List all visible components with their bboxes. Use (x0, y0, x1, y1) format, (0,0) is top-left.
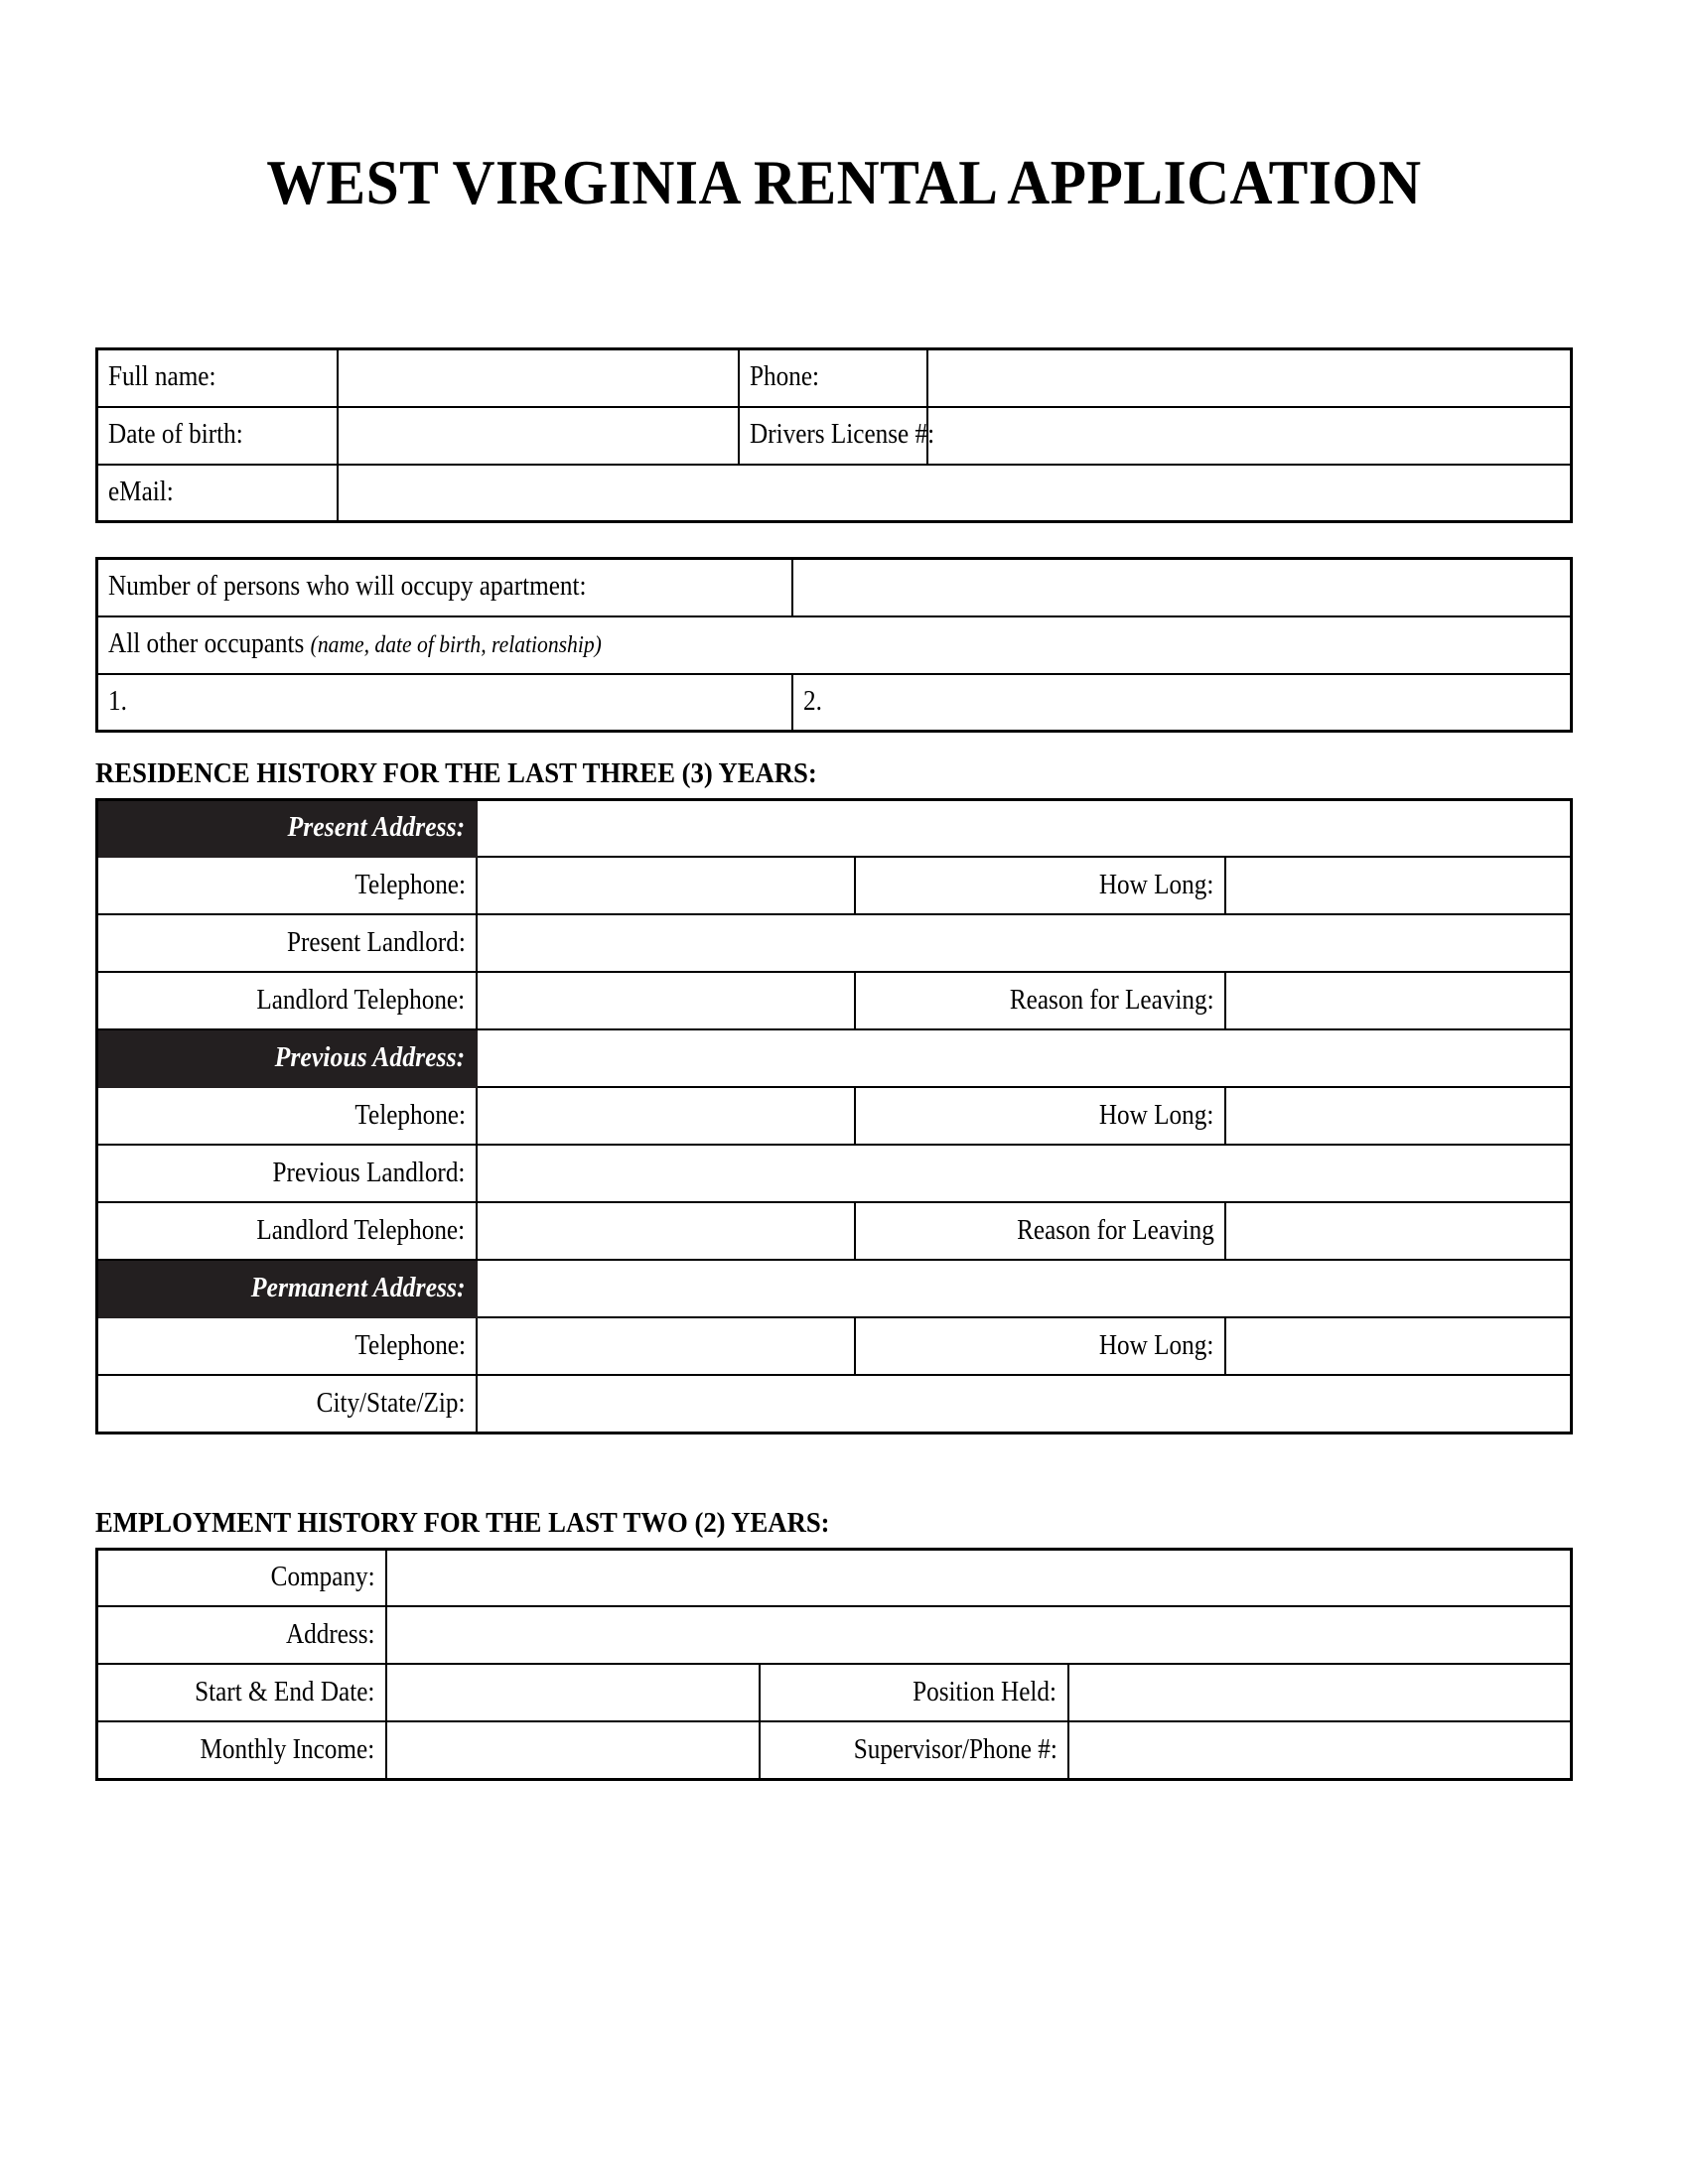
start-end-date-label: Start & End Date: (97, 1664, 386, 1721)
present-landlord-label: Present Landlord: (97, 914, 477, 972)
monthly-income-field[interactable] (386, 1721, 760, 1779)
present-address-bar: Present Address: (97, 799, 477, 857)
start-end-date-field[interactable] (386, 1664, 760, 1721)
email-label: eMail: (97, 465, 338, 522)
permanent-telephone-label: Telephone: (97, 1317, 477, 1375)
residence-history-heading: RESIDENCE HISTORY FOR THE LAST THREE (3) YEARS: (95, 757, 817, 789)
present-landlord-phone-field[interactable] (477, 972, 855, 1029)
previous-telephone-field[interactable] (477, 1087, 855, 1145)
spacer (95, 214, 1593, 347)
phone-field[interactable] (927, 349, 1572, 407)
present-telephone-label: Telephone: (97, 857, 477, 914)
employer-address-label: Address: (97, 1606, 386, 1664)
position-held-field[interactable] (1068, 1664, 1572, 1721)
table-row (97, 616, 1572, 674)
permanent-address-field[interactable] (477, 1260, 1572, 1317)
spacer (95, 790, 1593, 798)
previous-landlord-label: Previous Landlord: (97, 1145, 477, 1202)
company-field[interactable] (386, 1549, 1572, 1606)
table-row (97, 407, 1572, 465)
table-row (97, 1721, 1572, 1779)
present-landlord-phone-label: Landlord Telephone: (97, 972, 477, 1029)
table-row (97, 914, 1572, 972)
previous-how-long-field[interactable] (1225, 1087, 1572, 1145)
previous-landlord-field[interactable] (477, 1145, 1572, 1202)
occupant-1-field[interactable]: 1. (97, 674, 792, 732)
full-name-label: Full name: (97, 349, 338, 407)
permanent-how-long-label: How Long: (855, 1317, 1225, 1375)
permanent-city-state-zip-label: City/State/Zip: (97, 1375, 477, 1433)
position-held-label: Position Held: (760, 1664, 1068, 1721)
occupants-table (95, 557, 1573, 733)
previous-how-long-label: How Long: (855, 1087, 1225, 1145)
table-row (97, 1606, 1572, 1664)
employment-history-table (95, 1548, 1573, 1781)
spacer (95, 523, 1593, 557)
spacer (95, 733, 1593, 758)
table-row (97, 1087, 1572, 1145)
full-name-field[interactable] (338, 349, 739, 407)
table-row (97, 1375, 1572, 1433)
page-title: WEST VIRGINIA RENTAL APPLICATION (266, 147, 1422, 217)
present-how-long-label: How Long: (855, 857, 1225, 914)
permanent-city-state-zip-field[interactable] (477, 1375, 1572, 1433)
other-occupants-label (97, 616, 1572, 674)
date-of-birth-field[interactable] (338, 407, 739, 465)
previous-reason-field[interactable] (1225, 1202, 1572, 1260)
table-row (97, 559, 1572, 616)
drivers-license-field[interactable] (927, 407, 1572, 465)
table-row (97, 465, 1572, 522)
table-row (97, 1549, 1572, 1606)
present-landlord-field[interactable] (477, 914, 1572, 972)
previous-address-bar: Previous Address: (97, 1029, 477, 1087)
table-row (97, 674, 1572, 732)
previous-landlord-phone-field[interactable] (477, 1202, 855, 1260)
employer-address-field[interactable] (386, 1606, 1572, 1664)
table-row (97, 857, 1572, 914)
table-row (97, 799, 1572, 857)
phone-label: Phone: (739, 349, 927, 407)
previous-reason-label: Reason for Leaving (855, 1202, 1225, 1260)
supervisor-phone-label: Supervisor/Phone #: (760, 1721, 1068, 1779)
occupant-2-field[interactable]: 2. (792, 674, 1572, 732)
other-occupants-text: All other occupants (108, 628, 305, 660)
table-row (97, 972, 1572, 1029)
permanent-how-long-field[interactable] (1225, 1317, 1572, 1375)
applicant-info-table (95, 347, 1573, 523)
employment-history-heading: EMPLOYMENT HISTORY FOR THE LAST TWO (2) YEARS: (95, 1506, 830, 1539)
email-field[interactable] (338, 465, 1572, 522)
table-row (97, 1317, 1572, 1375)
table-row (97, 1145, 1572, 1202)
permanent-address-bar: Permanent Address: (97, 1260, 477, 1317)
residence-history-table (95, 798, 1573, 1434)
previous-address-field[interactable] (477, 1029, 1572, 1087)
previous-telephone-label: Telephone: (97, 1087, 477, 1145)
table-row (97, 1664, 1572, 1721)
monthly-income-label: Monthly Income: (97, 1721, 386, 1779)
date-of-birth-label: Date of birth: (97, 407, 338, 465)
present-reason-label: Reason for Leaving: (855, 972, 1225, 1029)
table-row (97, 1202, 1572, 1260)
permanent-telephone-field[interactable] (477, 1317, 855, 1375)
present-reason-field[interactable] (1225, 972, 1572, 1029)
table-row (97, 1260, 1572, 1317)
spacer (95, 1540, 1593, 1548)
drivers-license-label: Drivers License #: (739, 407, 927, 465)
table-row (97, 1029, 1572, 1087)
occupant-count-field[interactable] (792, 559, 1572, 616)
spacer (95, 1434, 1593, 1508)
supervisor-phone-field[interactable] (1068, 1721, 1572, 1779)
table-row (97, 349, 1572, 407)
present-address-field[interactable] (477, 799, 1572, 857)
other-occupants-note: (name, date of birth, relationship) (310, 632, 602, 659)
occupant-count-label: Number of persons who will occupy apartment: (97, 559, 792, 616)
present-how-long-field[interactable] (1225, 857, 1572, 914)
previous-landlord-phone-label: Landlord Telephone: (97, 1202, 477, 1260)
present-telephone-field[interactable] (477, 857, 855, 914)
company-label: Company: (97, 1549, 386, 1606)
